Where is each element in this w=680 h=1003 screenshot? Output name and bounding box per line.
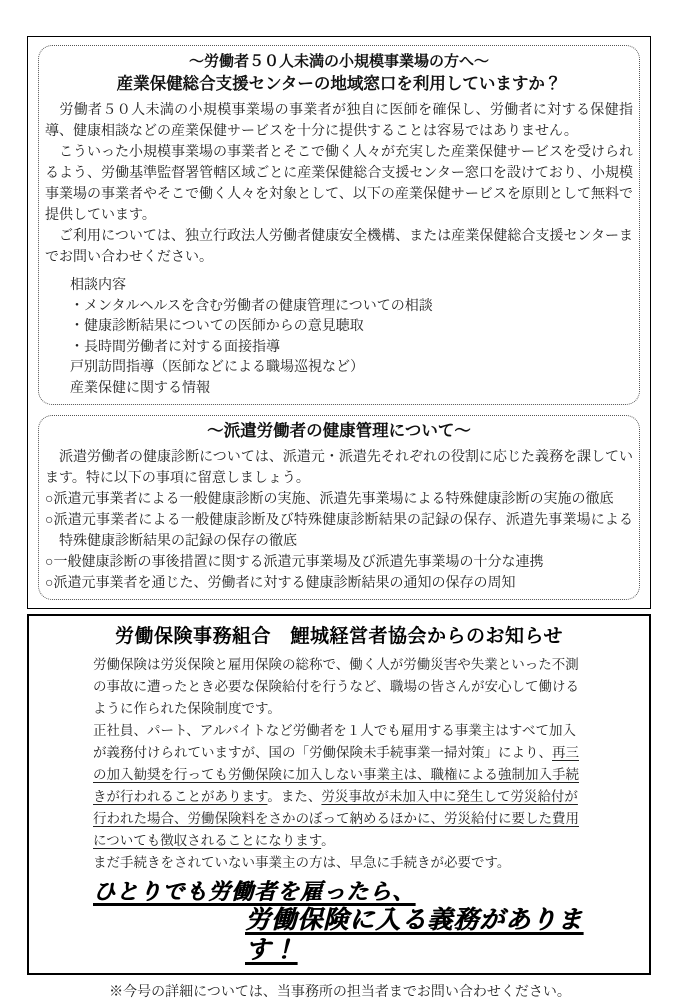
slogan: [93, 878, 619, 965]
notice-p2-underlined-1: 再三の加入勧奨を行っても労働保険に加入しない事業主は、職権による強制加入手続きが行われることがあります: [93, 745, 579, 804]
consultation-list-plain: 産業保健に関する情報: [70, 380, 210, 396]
box1-title-line1: ～労働者５０人未満の小規模事業場の方へ～: [188, 53, 489, 70]
consultation-list-item: ・メンタルヘルスを含む労働者の健康管理についての相談: [70, 298, 433, 314]
notice-title: 労働保険事務組合 鯉城経営者協会からのお知らせ: [115, 626, 563, 647]
consultation-list-plain: 戸別訪問指導（医師などによる職場巡視など）: [70, 360, 364, 375]
consultation-list-item: ・健康診断結果についての医師からの意見聴取: [70, 319, 364, 334]
slogan-line1: ひとりでも労働者を雇ったら、: [93, 879, 416, 904]
slogan-line2: 労働保険に入る義務があります！: [245, 906, 584, 964]
notice-body: [93, 654, 589, 874]
notice-p2-underlined-2: 労災事故が未加入中に発生して労災給付が行われた場合、労働保険料をさかのぼって納めるほかに、労災給付に要した費用についても徴収されることになります: [93, 789, 579, 848]
notice-p2-seg5: 。: [321, 833, 335, 848]
notice-p2-seg3: 。また、: [267, 789, 322, 804]
box2-item: ○一般健康診断の事後措置に関する派遣元事業場及び派遣先事業場の十分な連携: [45, 555, 544, 570]
box2-item: ○派遣元事業者を通じた、労働者に対する健康診断結果の通知の保存の周知: [45, 576, 516, 591]
small-workplace-support-box: [38, 45, 640, 405]
notice-paragraph-1: 労働保険は労災保険と雇用保険の総称で、働く人が労働災害や失業といった不測の事故に遭ったとき必要な保険給付を行うなど、職場の皆さんが安心して働けるように作られた保険制度です。: [93, 657, 579, 716]
notice-p2-seg1: 正社員、パート、アルバイトなど労働者を１人でも雇用する事業主はすべて加入が義務付けられていますが、国の「労働保険未手続事業一掃対策」により、: [93, 723, 577, 760]
notice-paragraph-2: [93, 720, 589, 852]
consultation-list-item: ・長時間労働者に対する面接指導: [70, 339, 280, 355]
box2-intro: 派遣労働者の健康診断については、派遣元・派遣先それぞれの役割に応じた義務を課しています。特に以下の事項に留意しましょう。: [45, 450, 633, 486]
box1-paragraph: 労働者５０人未満の小規模事業場の事業者が独自に医師を確保し、労働者に対する保健指導、健康相談などの産業保健サービスを十分に提供することは容易ではありません。: [45, 103, 633, 139]
box2-title: ～派遣労働者の健康管理について～: [207, 422, 471, 440]
footer-note: ※今号の詳細については、当事務所の担当者までお問い合わせください。: [109, 985, 571, 1000]
box1-paragraph: ご利用については、独立行政法人労働者健康安全機構、または産業保健総合支援センターまでお問い合わせください。: [45, 229, 633, 265]
box1-paragraph: こういった小規模事業場の事業者とそこで働く人々が充実した産業保健サービスを受けられるよう、労働基準監督署管轄区域ごとに産業保健総合支援センター窓口を設けており、小規模事業場の事業者やそこで働く人々を対象として、以下の産業保健サービスを原則として無料で提供しています。: [45, 145, 633, 223]
consultation-list: [70, 276, 633, 399]
health-info-panel: [27, 36, 651, 609]
dispatched-worker-health-box: [38, 415, 640, 600]
notice-paragraph-3: まだ手続きをされていない事業主の方は、早急に手続きが必要です。: [93, 855, 511, 870]
box2-item: ○派遣元事業者による一般健康診断の実施、派遣先事業場による特殊健康診断の実施の徹底: [45, 492, 614, 507]
labor-insurance-notice-box: [27, 614, 651, 975]
consultation-list-header: 相談内容: [70, 278, 126, 293]
newsletter-page: [0, 36, 680, 1000]
box1-title-line2: 産業保健総合支援センターの地域窓口を利用していますか？: [116, 75, 562, 93]
box2-item: ○派遣元事業者による一般健康診断及び特殊健康診断結果の記録の保存、派遣先事業場による特殊健康診断結果の記録の保存の徹底: [45, 513, 633, 549]
